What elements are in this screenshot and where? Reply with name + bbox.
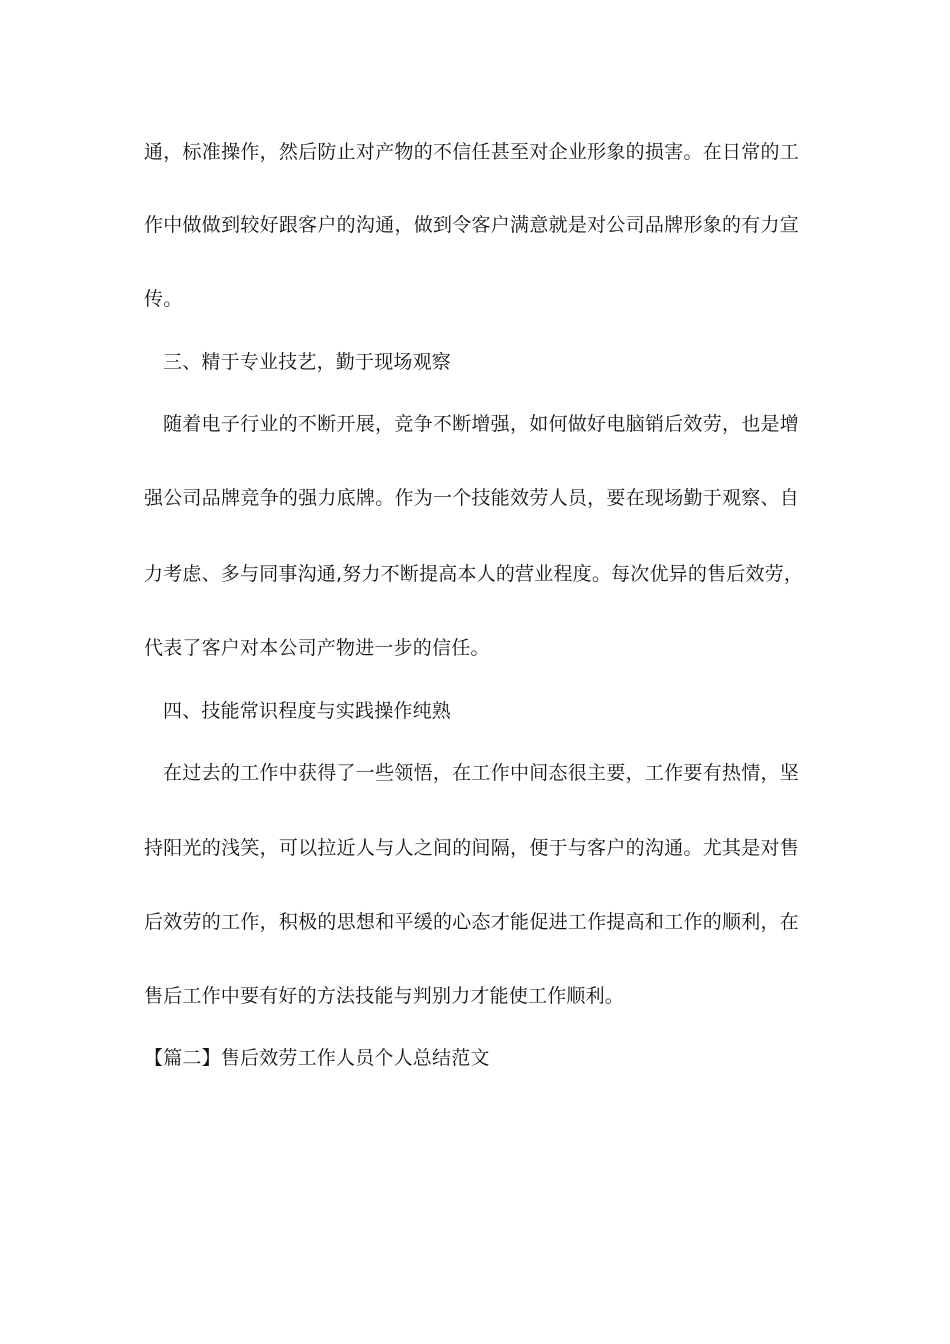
paragraph-line: 通，标准操作，然后防止对产物的不信任甚至对企业形象的损害。在日常的工 [144, 141, 799, 163]
paragraph-line: 代表了客户对本公司产物进一步的信任。 [144, 637, 490, 659]
article-title: 【篇二】售后效劳工作人员个人总结范文 [144, 1047, 490, 1069]
paragraph-line: 在过去的工作中获得了一些领悟，在工作中间态很主要，工作要有热情，坚 [163, 762, 799, 784]
paragraph-line: 后效劳的工作，积极的思想和平缓的心态才能促进工作提高和工作的顺利，在 [144, 911, 799, 933]
paragraph-line: 传。 [144, 288, 183, 310]
section-heading: 三、精于专业技艺，勤于现场观察 [163, 351, 452, 373]
paragraph-line: 随着电子行业的不断开展，竞争不断增强，如何做好电脑销后效劳，也是增 [163, 413, 799, 435]
paragraph-line: 力考虑、多与同事沟通,努力不断提高本人的营业程度。每次优异的售后效劳， [144, 563, 804, 585]
section-heading: 四、技能常识程度与实践操作纯熟 [163, 700, 452, 722]
paragraph-line: 售后工作中要有好的方法技能与判别力才能使工作顺利。 [144, 985, 625, 1007]
paragraph-line: 作中做做到较好跟客户的沟通，做到令客户满意就是对公司品牌形象的有力宣 [144, 214, 799, 236]
paragraph-line: 持阳光的浅笑，可以拉近人与人之间的间隔，便于与客户的沟通。尤其是对售 [144, 837, 799, 859]
paragraph-line: 强公司品牌竞争的强力底牌。作为一个技能效劳人员，要在现场勤于观察、自 [144, 487, 799, 509]
